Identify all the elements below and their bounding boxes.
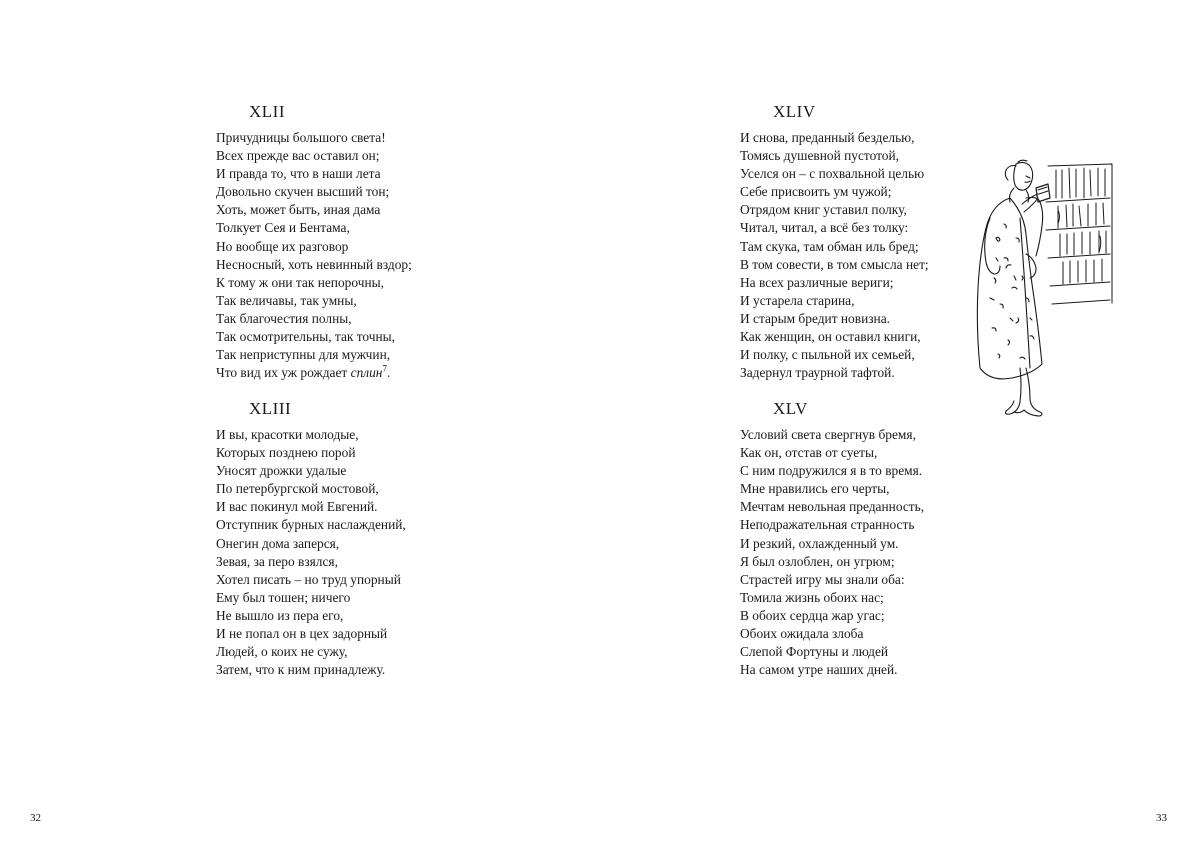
verse-line: Ему был тошен; ничего	[216, 589, 351, 605]
verse-line: Томила жизнь обоих нас;	[740, 589, 884, 605]
verse-line: И не попал он в цех задорный	[216, 626, 388, 642]
verse-line: И вы, красотки молодые,	[216, 427, 359, 442]
verse-line: Которых позднею порой	[216, 445, 356, 461]
verse-line: По петербургской мостовой,	[216, 481, 379, 497]
verse-line: Затем, что к ним принадлежу.	[216, 662, 386, 678]
stanza-xliv	[740, 101, 929, 382]
verse-line: Отступник бурных наслаждений,	[216, 517, 406, 533]
verse-line: И снова, преданный безделью,	[740, 130, 915, 145]
verse-line: И полку, с пыльной их семьей,	[740, 347, 915, 363]
verse-line: Отрядом книг уставил полку,	[740, 202, 907, 218]
verse-line: К тому ж они так непорочны,	[216, 274, 384, 290]
stanza-number: XLII	[249, 102, 285, 121]
verse-line: Зевая, за перо взялся,	[216, 553, 338, 569]
verse-line: Страстей игру мы знали оба:	[740, 571, 905, 587]
page-number-left: 32	[30, 812, 41, 824]
verse-line: На всех различные вериги;	[740, 274, 894, 290]
italic-word: сплин	[350, 365, 383, 381]
verse-line: Толкует Сея и Бентама,	[216, 220, 350, 236]
verse-line: Не вышло из пера его,	[216, 607, 344, 623]
verse-line: Причудницы большого света!	[216, 130, 386, 145]
stanza-number: XLIV	[773, 102, 816, 121]
verse-line: Как женщин, он оставил книги,	[740, 329, 921, 345]
verse-line: Но вообще их разговор	[216, 238, 349, 254]
verse-line: Онегин дома заперся,	[216, 535, 340, 551]
verse-line: Хотел писать – но труд упорный	[216, 571, 401, 587]
bookshelf	[1046, 164, 1112, 304]
stanza-xlii	[216, 101, 412, 382]
verse-line: И устарела старина,	[740, 292, 855, 308]
verse-line: Всех прежде вас оставил он;	[216, 148, 380, 164]
verse-line: Так величавы, так умны,	[216, 292, 357, 308]
verse-line: Там скука, там обман иль бред;	[740, 238, 919, 254]
verse-line: Мне нравились его черты,	[740, 481, 890, 497]
verse-line: Задернул траурной тафтой.	[740, 365, 895, 381]
line-end-punctuation: .	[386, 365, 391, 381]
verse-line: И старым бредит новизна.	[740, 310, 890, 326]
verse-line: И вас покинул мой Евгений.	[216, 499, 378, 515]
stanza-xlv	[740, 398, 924, 679]
verse-line: Как он, отстав от суеты,	[740, 445, 878, 461]
verse-line: Так благочестия полны,	[216, 310, 352, 326]
verse-line: С ним подружился я в то время.	[740, 463, 923, 479]
verse-line: Так неприступны для мужчин,	[216, 347, 391, 363]
verse-line: Себе присвоить ум чужой;	[740, 184, 892, 200]
verse-line: Уселся он – с похвальной целью	[740, 166, 925, 182]
stanza-xliii	[216, 398, 406, 679]
verse-line: Уносят дрожки удалые	[216, 463, 347, 479]
verse-line: И резкий, охлажденный ум.	[740, 535, 899, 551]
verse-line: Читал, читал, а всё без толку:	[740, 220, 909, 236]
figure	[977, 160, 1050, 416]
verse-line: Несносный, хоть невинный вздор;	[216, 256, 412, 272]
verse-line-text: Что вид их уж рождает	[216, 365, 348, 381]
verse-line: На самом утре наших дней.	[740, 662, 898, 678]
stanza-number: XLIII	[249, 399, 292, 418]
verse-line: Условий света свергнув бремя,	[740, 427, 916, 442]
reading-man-at-bookshelf-sketch-icon	[960, 158, 1120, 423]
verse-line: Неподражательная странность	[740, 517, 915, 533]
right-page	[600, 0, 1200, 853]
verse-line: Людей, о коих не сужу,	[216, 644, 348, 660]
verse-line: Хоть, может быть, иная дама	[216, 202, 381, 218]
verse-line: Я был озлоблен, он угрюм;	[740, 553, 895, 569]
stanza-number: XLV	[773, 399, 808, 418]
verse-line: Мечтам невольная преданность,	[740, 499, 925, 515]
verse-line: Так осмотрительны, так точны,	[216, 329, 396, 345]
verse-line: В том совести, в том смысла нет;	[740, 256, 929, 272]
verse-line: Обоих ожидала злоба	[740, 626, 864, 642]
verse-line: Томясь душевной пустотой,	[740, 148, 899, 164]
footnote-marker: 7	[382, 363, 387, 374]
verse-line: Слепой Фортуны и людей	[740, 644, 889, 660]
verse-line	[216, 364, 412, 382]
page-number-right: 33	[1156, 812, 1167, 824]
verse-line: Довольно скучен высший тон;	[216, 184, 390, 200]
verse-line: В обоих сердца жар угас;	[740, 607, 885, 623]
verse-line: И правда то, что в наши лета	[216, 166, 381, 182]
